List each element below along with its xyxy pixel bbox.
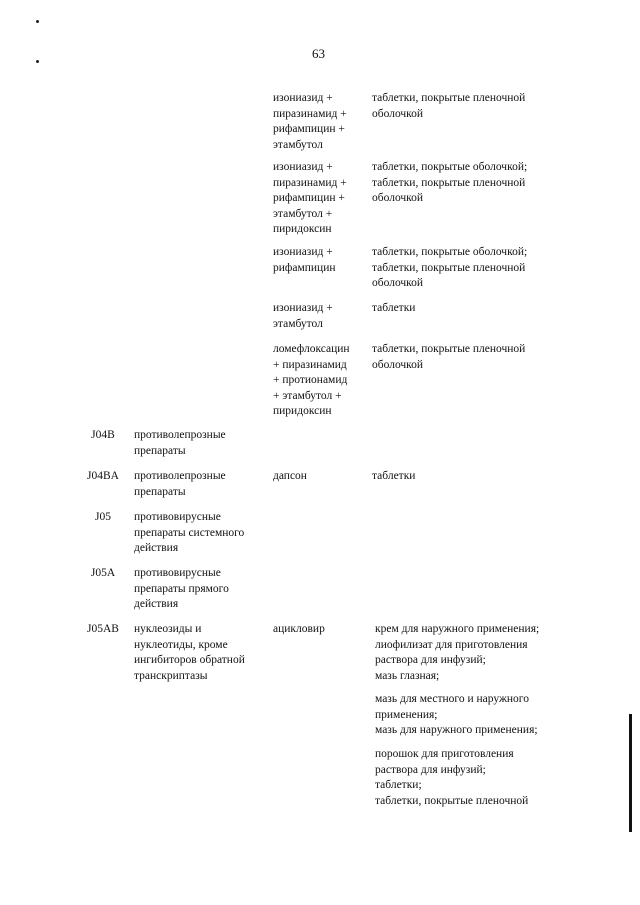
group-name-j05: противовирусные препараты системного действия: [134, 511, 245, 554]
form-row-4: таблетки: [372, 302, 416, 314]
atc-code-j04ba: J04BA: [87, 470, 119, 482]
atc-code-j05ab: J05AB: [87, 623, 119, 635]
atc-code-j05a: J05A: [90, 567, 116, 579]
form-row-2: таблетки, покрытые оболочкой; таблетки, покрытые пленочной оболочкой: [372, 161, 528, 204]
group-name-j05a: противовирусные препараты прямого действия: [134, 567, 229, 610]
inn-izoniazid-etambutol: изониазид + этамбутол: [273, 302, 333, 330]
form-row-1: таблетки, покрытые пленочной оболочкой: [372, 92, 526, 120]
inn-izoniazid-rifampicin: изониазид + рифампицин: [273, 246, 336, 274]
inn-izoniazid-pirazinamid-rifampicin-etambutol: изониазид + пиразинамид + рифампицин + этамбутол: [273, 92, 347, 151]
page-number: 63: [312, 46, 325, 61]
group-name-j05ab: нуклеозиды и нуклеотиды, кроме ингибиторов обратной транскриптазы: [134, 623, 245, 682]
inn-combo-with-piridoksin: изониазид + пиразинамид + рифампицин + этамбутол + пиридоксин: [273, 161, 347, 235]
form-aciklovir-1: крем для наружного применения; лиофилизат для приготовления раствора для инфузий; мазь глазная;: [375, 623, 540, 682]
inn-lomefloksacin-combo: ломефлоксацин + пиразинамид + протионамид + этамбутол + пиридоксин: [273, 343, 350, 417]
form-aciklovir-2: мазь для местного и наружного применения; мазь для наружного применения;: [375, 693, 538, 736]
atc-code-j04b: J04B: [91, 429, 115, 441]
inn-aciklovir: ацикловир: [273, 623, 325, 635]
inn-dapson: дапсон: [273, 470, 307, 482]
group-name-j04b: противолепрозные препараты: [134, 429, 226, 457]
scan-mark-top: [36, 20, 39, 23]
form-row-3: таблетки, покрытые оболочкой; таблетки, покрытые пленочной оболочкой: [372, 246, 528, 289]
form-row-5: таблетки, покрытые пленочной оболочкой: [372, 343, 526, 371]
group-name-j04ba: противолепрозные препараты: [134, 470, 226, 498]
form-aciklovir-3: порошок для приготовления раствора для инфузий; таблетки; таблетки, покрытые пленочной: [375, 748, 529, 807]
atc-code-j05: J05: [95, 511, 111, 523]
scan-edge-bar: [629, 714, 632, 832]
form-dapson: таблетки: [372, 470, 416, 482]
scan-mark-bottom: [36, 60, 39, 63]
